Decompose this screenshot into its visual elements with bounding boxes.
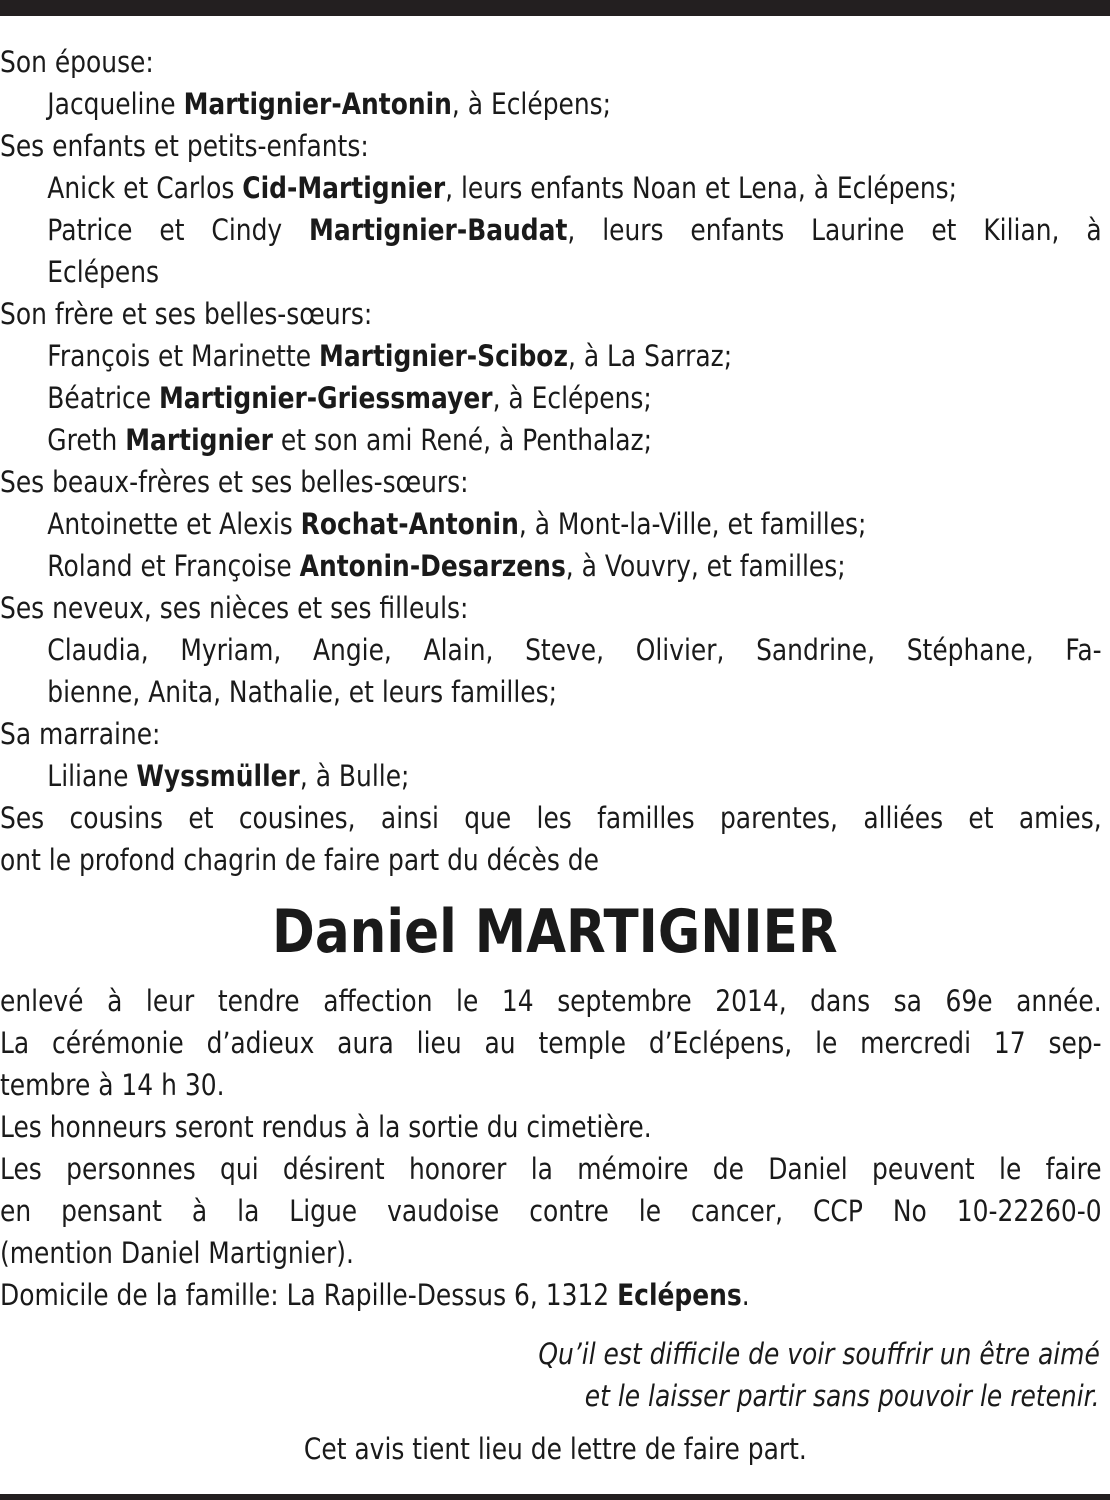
nephews-line: bienne, Anita, Nathalie, et leurs familles; [47,675,557,709]
details-line: Les honneurs seront rendus à la sortie du cimetière. [0,1110,652,1144]
quote-line: et le laisser partir sans pouvoir le retenir. [585,1379,1100,1413]
nephews-header: Ses neveux, ses nièces et ses filleuls: [0,591,469,625]
family-name: Martignier-Antonin [183,87,452,121]
spouse-header: Son épouse: [0,45,154,79]
closing-text: Cet avis tient lieu de lettre de faire part. [303,1432,807,1466]
siblings-header: Son frère et ses belles-sœurs: [0,297,373,331]
family-name: Martignier-Griessmayer [158,381,493,415]
family-name: Wyssmüller [136,759,300,793]
cousins-line: Ses cousins et cousines, ainsi que les familles parentes, alliées et amies, [0,801,1102,835]
ceremony-details [0,980,1102,1316]
inlaw-entry: Antoinette et Alexis Rochat-Antonin, à Mont-la-Ville, et familles; [47,507,867,541]
godmother-entry: Liliane Wyssmüller, à Bulle; [47,759,410,793]
sibling-entry: Béatrice Martignier-Griessmayer, à Eclépens; [47,381,652,415]
family-name: Martignier-Sciboz [319,339,568,373]
details-line: en pensant à la Ligue vaudoise contre le cancer, CCP No 10-22260-0 [0,1194,1102,1228]
inlaws-header: Ses beaux-frères et ses belles-sœurs: [0,465,469,499]
child-entry-continuation: Eclépens [47,255,160,289]
children-header: Ses enfants et petits-enfants: [0,129,369,163]
deceased-name: Daniel MARTIGNIER [272,897,838,967]
quote-line: Qu’il est difficile de voir souffrir un être aimé [538,1337,1100,1371]
details-line: (mention Daniel Martignier). [0,1236,354,1270]
spouse-entry: Jacqueline Martignier-Antonin, à Eclépens; [47,87,612,121]
details-line: tembre à 14 h 30. [0,1068,225,1102]
family-name: Rochat-Antonin [300,507,519,541]
domicile-town: Eclépens [617,1278,742,1312]
child-entry: Patrice et Cindy Martignier-Baudat, leurs enfants Laurine et Kilian, à [47,213,1102,247]
family-list [0,41,1102,881]
domicile-line: Domicile de la famille: La Rapille-Dessus 6, 1312 Eclépens. [0,1278,750,1312]
inlaw-entry: Roland et Françoise Antonin-Desarzens, à Vouvry, et familles; [47,549,846,583]
closing-notice [0,1428,1110,1470]
deceased-name-heading [0,896,1110,968]
family-name: Martignier [125,423,273,457]
details-line: enlevé à leur tendre affection le 14 septembre 2014, dans sa 69e année. [0,984,1102,1018]
family-name: Martignier-Baudat [309,213,568,247]
memorial-quote [300,1333,1100,1417]
nephews-line: Claudia, Myriam, Angie, Alain, Steve, Olivier, Sandrine, Stéphane, Fa- [47,633,1102,667]
details-line: Les personnes qui désirent honorer la mémoire de Daniel peuvent le faire [0,1152,1102,1186]
sibling-entry: François et Marinette Martignier-Sciboz, à La Sarraz; [47,339,733,373]
godmother-header: Sa marraine: [0,717,161,751]
announcement-line: ont le profond chagrin de faire part du décès de [0,843,599,877]
bottom-border-rule [0,1494,1110,1500]
child-entry: Anick et Carlos Cid-Martignier, leurs enfants Noan et Lena, à Eclépens; [47,171,958,205]
family-name: Antonin-Desarzens [299,549,566,583]
family-name: Cid-Martignier [242,171,446,205]
details-line: La cérémonie d’adieux aura lieu au temple d’Eclépens, le mercredi 17 sep- [0,1026,1102,1060]
sibling-entry: Greth Martignier et son ami René, à Penthalaz; [47,423,653,457]
top-border-rule [0,0,1110,16]
